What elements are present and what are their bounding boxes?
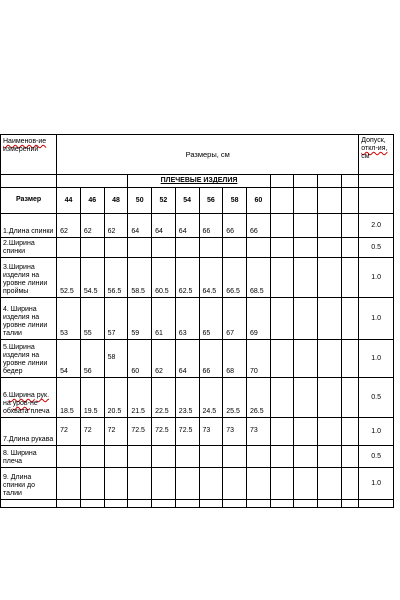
measurement-row <box>1 298 394 340</box>
size-chart-sheet <box>0 134 394 508</box>
empty-cell <box>341 298 358 340</box>
measurement-label: 8. Ширина плеча <box>1 446 57 468</box>
value-cell: 70 <box>247 340 271 378</box>
measurement-label <box>1 378 57 418</box>
empty-cell <box>270 500 294 508</box>
value-cell: 56.5 <box>104 258 128 298</box>
value-cell: 26.5 <box>247 378 271 418</box>
value-cell <box>199 446 223 468</box>
empty-cell <box>318 188 342 214</box>
empty-cell <box>270 188 294 214</box>
measurement-row <box>1 340 394 378</box>
empty-cell <box>80 500 104 508</box>
empty-cell <box>199 500 223 508</box>
tolerance-value: 1.0 <box>359 258 394 298</box>
value-cell: 53 <box>57 298 81 340</box>
value-cell: 54.5 <box>80 258 104 298</box>
value-cell: 66 <box>247 214 271 238</box>
value-cell: 67 <box>223 298 247 340</box>
empty-cell <box>294 238 318 258</box>
value-cell: 58 <box>104 340 128 378</box>
empty-cell <box>294 468 318 500</box>
size-54: 54 <box>175 188 199 214</box>
trailing-row <box>1 500 394 508</box>
empty-cell <box>270 214 294 238</box>
value-cell: 57 <box>104 298 128 340</box>
value-cell <box>152 238 176 258</box>
value-cell <box>80 468 104 500</box>
label-part: 6. <box>3 392 9 399</box>
value-cell <box>57 238 81 258</box>
empty-cell <box>318 298 342 340</box>
value-cell: 72 <box>57 418 81 446</box>
measurement-row <box>1 378 394 418</box>
value-cell <box>247 446 271 468</box>
size-56: 56 <box>199 188 223 214</box>
measurement-row <box>1 418 394 446</box>
value-cell: 21.5 <box>128 378 152 418</box>
value-cell: 64 <box>175 340 199 378</box>
tolerance-value: 0.5 <box>359 446 394 468</box>
value-cell <box>175 468 199 500</box>
label-part: Ширина <box>8 392 35 399</box>
empty-cell <box>152 500 176 508</box>
tolerance-value: 0.5 <box>359 238 394 258</box>
empty-cell <box>318 446 342 468</box>
value-cell <box>128 238 152 258</box>
measurement-row <box>1 214 394 238</box>
value-cell: 64 <box>175 214 199 238</box>
value-cell: 62 <box>57 214 81 238</box>
empty-cell <box>341 258 358 298</box>
label-part: рук. <box>36 392 50 399</box>
tolerance-line-2: откл-ия, <box>361 145 388 152</box>
empty-cell <box>294 258 318 298</box>
size-44: 44 <box>57 188 81 214</box>
value-cell <box>247 238 271 258</box>
value-cell: 22.5 <box>152 378 176 418</box>
section-title: ПЛЕЧЕВЫЕ ИЗДЕЛИЯ <box>128 175 270 188</box>
value-cell: 68.5 <box>247 258 271 298</box>
size-chart-table <box>0 134 394 508</box>
empty-cell <box>294 378 318 418</box>
value-cell <box>152 446 176 468</box>
corner-line-2: измерений <box>3 146 39 153</box>
value-cell: 59 <box>128 298 152 340</box>
value-cell: 66 <box>223 214 247 238</box>
value-cell: 72.5 <box>152 418 176 446</box>
empty-cell <box>341 340 358 378</box>
header-row <box>1 135 394 175</box>
value-cell <box>223 446 247 468</box>
value-cell: 64 <box>152 214 176 238</box>
empty-cell <box>104 500 128 508</box>
value-cell: 63 <box>175 298 199 340</box>
tolerance-value: 1.0 <box>359 298 394 340</box>
empty-cell <box>1 500 57 508</box>
value-cell <box>128 446 152 468</box>
value-cell <box>57 446 81 468</box>
empty-cell <box>318 340 342 378</box>
tolerance-value: 1.0 <box>359 468 394 500</box>
value-cell: 24.5 <box>199 378 223 418</box>
value-cell <box>104 446 128 468</box>
size-50: 50 <box>128 188 152 214</box>
empty-cell <box>270 175 294 188</box>
tolerance-header <box>359 135 394 175</box>
value-cell: 23.5 <box>175 378 199 418</box>
value-cell: 20.5 <box>104 378 128 418</box>
empty-cell <box>341 238 358 258</box>
section-row <box>1 175 394 188</box>
size-46: 46 <box>80 188 104 214</box>
value-cell: 62 <box>80 214 104 238</box>
value-cell: 58.5 <box>128 258 152 298</box>
empty-cell <box>341 188 358 214</box>
empty-cell <box>341 446 358 468</box>
empty-cell <box>270 446 294 468</box>
empty-cell <box>270 258 294 298</box>
value-cell: 66 <box>199 214 223 238</box>
value-cell: 54 <box>57 340 81 378</box>
empty-cell <box>318 258 342 298</box>
empty-cell <box>318 214 342 238</box>
value-cell: 61 <box>152 298 176 340</box>
empty-cell <box>294 188 318 214</box>
empty-cell <box>294 500 318 508</box>
value-cell <box>175 238 199 258</box>
tolerance-line-3: см <box>361 153 370 160</box>
size-52: 52 <box>152 188 176 214</box>
value-cell: 62.5 <box>175 258 199 298</box>
measurement-name-header <box>1 135 57 175</box>
value-cell <box>57 468 81 500</box>
value-cell: 73 <box>199 418 223 446</box>
value-cell: 62 <box>104 214 128 238</box>
empty-cell <box>1 175 57 188</box>
value-cell: 65 <box>199 298 223 340</box>
empty-cell <box>359 188 394 214</box>
value-cell: 56 <box>80 340 104 378</box>
value-cell <box>80 238 104 258</box>
value-cell: 55 <box>80 298 104 340</box>
tolerance-line-1: Допуск, <box>361 137 386 144</box>
value-cell: 72.5 <box>175 418 199 446</box>
empty-cell <box>270 340 294 378</box>
value-cell: 66.5 <box>223 258 247 298</box>
measurement-row <box>1 238 394 258</box>
size-48: 48 <box>104 188 128 214</box>
empty-cell <box>341 378 358 418</box>
value-cell: 19.5 <box>80 378 104 418</box>
size-60: 60 <box>247 188 271 214</box>
corner-line-1: Наименов-ие <box>3 138 47 145</box>
empty-cell <box>270 468 294 500</box>
measurement-row <box>1 468 394 500</box>
empty-cell <box>359 175 394 188</box>
value-cell <box>152 468 176 500</box>
empty-cell <box>318 418 342 446</box>
measurement-label: 1.Длина спинки <box>1 214 57 238</box>
size-row <box>1 188 394 214</box>
value-cell <box>104 468 128 500</box>
empty-cell <box>57 500 81 508</box>
measurement-label: 9. Длина спинки до талии <box>1 468 57 500</box>
measurement-label: 7.Длина рукава <box>1 418 57 446</box>
measurement-label: 4. Ширина изделия на уровне линии талии <box>1 298 57 340</box>
value-cell: 73 <box>223 418 247 446</box>
measurement-label: 3.Ширина изделия на уровне линии проймы <box>1 258 57 298</box>
value-cell: 18.5 <box>57 378 81 418</box>
value-cell <box>223 238 247 258</box>
empty-cell <box>318 378 342 418</box>
empty-cell <box>318 468 342 500</box>
empty-cell <box>341 175 358 188</box>
label-part: уров- <box>12 400 30 407</box>
measurement-row <box>1 446 394 468</box>
value-cell <box>104 238 128 258</box>
empty-cell <box>294 214 318 238</box>
empty-cell <box>270 298 294 340</box>
value-cell: 69 <box>247 298 271 340</box>
empty-cell <box>294 446 318 468</box>
label-part: не обхвата плеча <box>3 400 50 415</box>
empty-cell <box>294 298 318 340</box>
empty-cell <box>294 340 318 378</box>
value-cell: 60.5 <box>152 258 176 298</box>
empty-cell <box>341 418 358 446</box>
value-cell <box>223 468 247 500</box>
value-cell: 60 <box>128 340 152 378</box>
value-cell <box>80 446 104 468</box>
measurement-label: 2.Ширина спинки <box>1 238 57 258</box>
value-cell: 64.5 <box>199 258 223 298</box>
size-58: 58 <box>223 188 247 214</box>
empty-cell <box>341 214 358 238</box>
value-cell <box>175 446 199 468</box>
value-cell <box>128 468 152 500</box>
empty-cell <box>318 500 342 508</box>
label-part: на <box>3 400 13 407</box>
value-cell: 68 <box>223 340 247 378</box>
empty-cell <box>223 500 247 508</box>
value-cell: 25.5 <box>223 378 247 418</box>
value-cell <box>247 468 271 500</box>
tolerance-value: 1.0 <box>359 418 394 446</box>
empty-cell <box>318 175 342 188</box>
value-cell: 66 <box>199 340 223 378</box>
empty-cell <box>294 175 318 188</box>
empty-cell <box>359 500 394 508</box>
empty-cell <box>341 500 358 508</box>
value-cell <box>199 238 223 258</box>
value-cell: 72.5 <box>128 418 152 446</box>
tolerance-value: 0.5 <box>359 378 394 418</box>
empty-cell <box>128 500 152 508</box>
value-cell: 72 <box>80 418 104 446</box>
empty-cell <box>270 238 294 258</box>
empty-cell <box>247 500 271 508</box>
empty-cell <box>175 500 199 508</box>
measurement-row <box>1 258 394 298</box>
value-cell <box>199 468 223 500</box>
empty-cell <box>341 468 358 500</box>
empty-cell <box>270 378 294 418</box>
value-cell: 62 <box>152 340 176 378</box>
tolerance-value: 2.0 <box>359 214 394 238</box>
empty-cell <box>318 238 342 258</box>
size-row-label: Размер <box>1 188 57 214</box>
measurement-label: 5.Ширина изделия на уровне линии бедер <box>1 340 57 378</box>
sizes-title: Размеры, см <box>57 135 359 175</box>
value-cell: 73 <box>247 418 271 446</box>
value-cell: 72 <box>104 418 128 446</box>
empty-cell <box>57 175 128 188</box>
value-cell: 64 <box>128 214 152 238</box>
value-cell: 52.5 <box>57 258 81 298</box>
tolerance-value: 1.0 <box>359 340 394 378</box>
empty-cell <box>294 418 318 446</box>
empty-cell <box>270 418 294 446</box>
